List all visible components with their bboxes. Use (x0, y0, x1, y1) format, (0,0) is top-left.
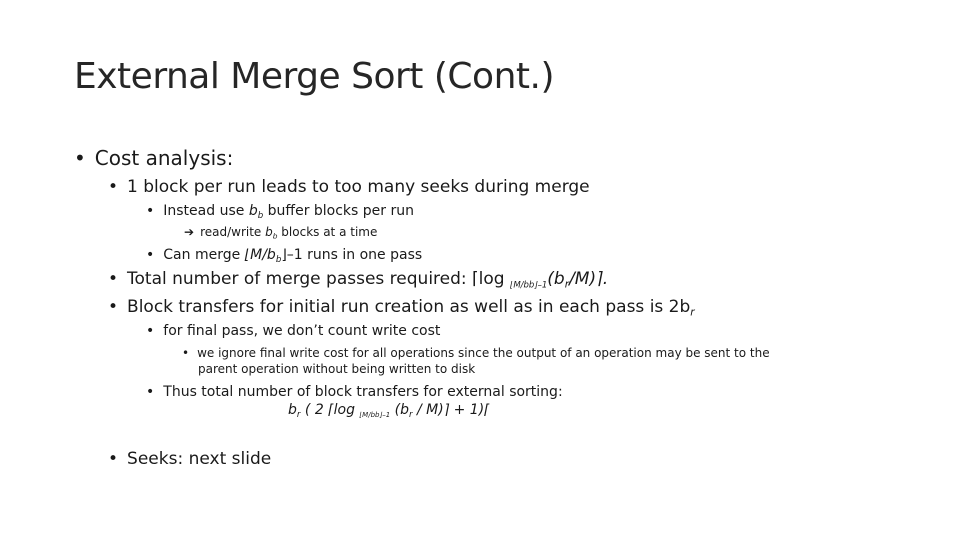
log-base: ⌊M/bb⌋–1 (510, 280, 548, 291)
bullet-one-block (108, 177, 590, 197)
bullet-text: parent operation without being written to disk (198, 362, 476, 376)
text-part: /M)⌉. (569, 269, 609, 289)
bullet-marker: • (146, 247, 155, 263)
bullet-marker: • (74, 146, 86, 170)
bullet-text: Cost analysis: (94, 146, 234, 170)
text-part: read/write (200, 225, 266, 239)
bullet-ignore-final-cont (198, 362, 475, 376)
bullet-ignore-final (182, 346, 770, 360)
text-part: (b (547, 269, 565, 289)
bullet-marker: • (108, 297, 119, 317)
slide-title: External Merge Sort (Cont.) (74, 56, 554, 97)
bullet-instead-use (146, 203, 414, 221)
arrow-read-write (184, 225, 377, 241)
var-b: b (288, 402, 297, 418)
bullet-final-pass (146, 323, 440, 339)
bullet-text: we ignore final write cost for all operations since the output of an operation may be sent to the (197, 346, 770, 360)
bullet-marker: • (146, 384, 155, 400)
text-part: ( 2 ⌈log (300, 402, 360, 418)
text-part: (b (390, 402, 409, 418)
var-b: b (248, 203, 258, 219)
sub-b: b (275, 255, 282, 266)
sub-r: r (690, 306, 695, 319)
bullet-seeks (108, 449, 271, 469)
sub-r: r (296, 410, 301, 421)
arrow-icon: ➔ (184, 225, 195, 239)
text-part: Instead use (163, 203, 249, 219)
bullet-text: for final pass, we don’t count write cost (163, 323, 441, 339)
sub-b: b (257, 211, 264, 222)
bullet-total-merge-passes (108, 269, 608, 291)
floor-expr: ⌊M/b (244, 247, 276, 263)
bullet-thus-total (146, 384, 563, 400)
sub-r: r (408, 410, 413, 421)
text-part: Block transfers for initial run creation as well as in each pass is 2b (127, 297, 691, 317)
text-part: ⌋–1 runs in one pass (281, 247, 423, 263)
bullet-block-transfers (108, 297, 695, 319)
bullet-marker: • (146, 323, 155, 339)
sub-r: r (564, 278, 570, 291)
formula-total-transfers (288, 402, 490, 420)
text-part: buffer blocks per run (263, 203, 414, 219)
sub-b: b (272, 231, 278, 241)
text-part: / M)⌉ + 1)⌈ (412, 402, 490, 418)
bullet-cost-analysis (74, 146, 233, 170)
bullet-marker: • (108, 269, 119, 289)
bullet-marker: • (182, 346, 190, 360)
bullet-can-merge (146, 247, 422, 265)
bullet-marker: • (108, 449, 119, 469)
bullet-text: Thus total number of block transfers for external sorting: (163, 384, 563, 400)
text-part: Can merge (163, 247, 245, 263)
bullet-text: 1 block per run leads to too many seeks during merge (127, 177, 590, 197)
text-part: Total number of merge passes required: ⌈log (127, 269, 510, 289)
var-b: b (265, 225, 273, 239)
log-base: ⌊M/bb⌋–1 (359, 410, 391, 419)
bullet-text: Seeks: next slide (127, 449, 272, 469)
bullet-marker: • (146, 203, 155, 219)
text-part: blocks at a time (277, 225, 378, 239)
bullet-marker: • (108, 177, 119, 197)
